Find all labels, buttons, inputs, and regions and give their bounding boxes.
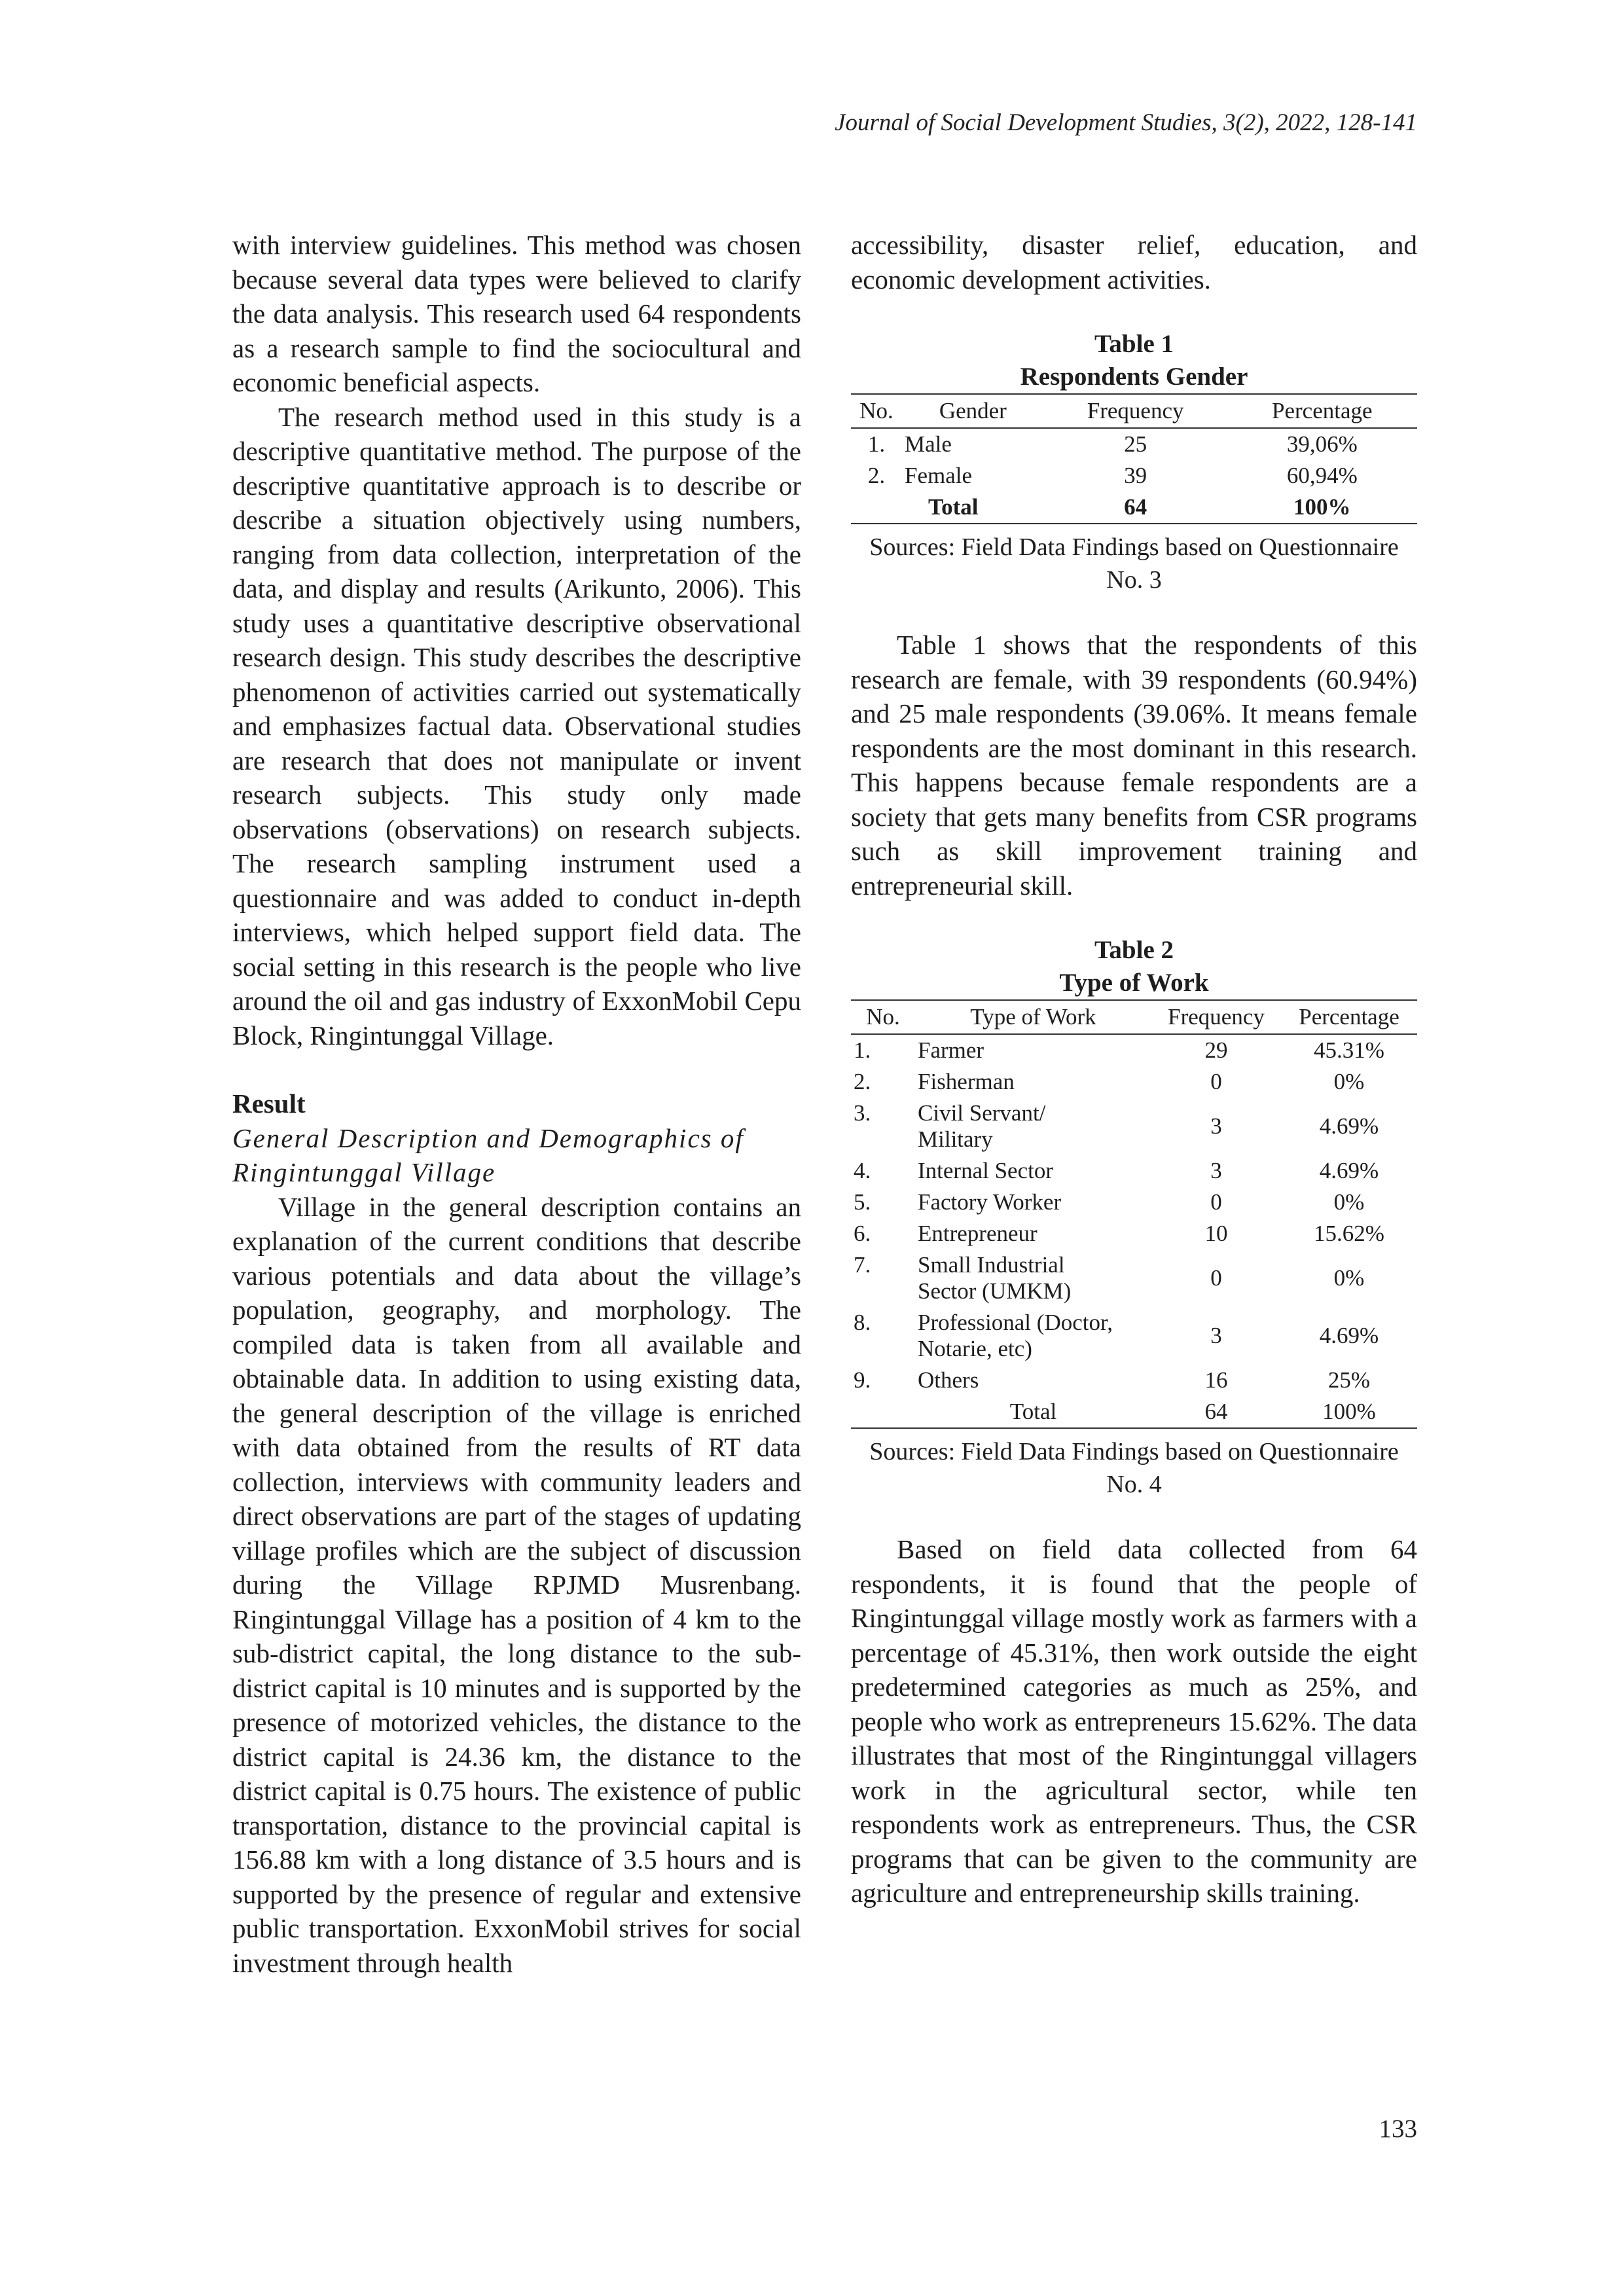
column-header: Percentage	[1281, 1000, 1417, 1034]
column-header: Frequency	[1151, 1000, 1281, 1034]
journal-header: Journal of Social Development Studies, 3(2), 2022, 128-141	[835, 109, 1417, 136]
paragraph: Village in the general description contains an explanation of the current conditions that describe various potentials and data about the village’s population, geography, and morphology. The compiled data is taken from all available and obtainable data. In addition to using existing data, the general description of the village is enriched with data obtained from the results of RT data collection, interviews with community leaders and direct observations are part of the stages of updating village profiles which are the subject of discussion during the Village RPJMD Musrenbang. Ringintunggal Village has a position of 4 km to the sub-district capital, the long distance to the sub-district capital is 10 minutes and is supported by the presence of motorized vehicles, the distance to the district capital is 24.36 km, the distance to the district capital is 0.75 hours. The existence of public transportation, distance to the provincial capital is 156.88 km with a long distance of 3.5 hours and is supported by the presence of regular and extensive public transportation. ExxonMobil strives for social investment through health	[232, 1191, 801, 1978]
column-header: No.	[851, 394, 902, 428]
section-heading: Result	[232, 1088, 306, 1119]
column-header: Gender	[902, 394, 1044, 428]
page-number: 133	[1379, 2115, 1417, 2143]
column-header: Type of Work	[915, 1000, 1151, 1034]
table-row: 2. Female 39 60,94%	[867, 463, 1358, 488]
paragraph: with interview guidelines. This method was chosen because several data types were believed to clarify the data analysis. This research used 64 respondents as a research sample to find the sociocultural and economic beneficial aspects.	[232, 230, 801, 397]
column-header: Percentage	[1227, 394, 1417, 428]
left-column	[232, 228, 801, 1980]
column-header: No.	[851, 1000, 915, 1034]
table-total-row: Total 64 100%	[851, 1396, 1417, 1428]
paragraph: Based on field data collected from 64 respondents, it is found that the people of Ringintunggal village mostly work as farmers with a percentage of 45.31%, then work outside the eight predetermined categories as much as 25%, and people who work as entrepreneurs 15.62%. The data illustrates that most of the Ringintunggal villagers work in the agricultural sector, while ten respondents work as entrepreneurs. Thus, the CSR programs that can be given to the community are agriculture and entrepreneurship skills training.	[851, 1534, 1417, 1908]
table-row: 2. Fisherman 0 0%	[854, 1069, 1365, 1094]
paragraph: The research method used in this study is a descriptive quantitative method. The purpose of the descriptive quantitative approach is to describe or describe a situation objectively using numbers, ranging from data collection, interpretation of the data, and display and results (Arikunto, 2006). This study uses a quantitative descriptive observational research design. This study describes the descriptive phenomenon of activities carried out systematically and emphasizes factual data. Observational studies are research that does not manipulate or invent research subjects. This study only made observations (observations) on research subjects. The research sampling instrument used a questionnaire and was added to conduct in-depth interviews, which helped support field data. The social setting in this research is the people who live around the oil and gas industry of ExxonMobil Cepu Block, Ringintunggal Village.	[232, 401, 801, 1050]
table-type-of-work	[851, 999, 1417, 1429]
table-row: 1. Male 25 39,06%	[867, 431, 1358, 457]
table-row: 4. Internal Sector 3 4.69%	[854, 1158, 1379, 1183]
table-row: 6. Entrepreneur 10 15.62%	[854, 1221, 1384, 1246]
column-header: Frequency	[1044, 394, 1227, 428]
table-row: 3. Civil Servant/ Military 3 4.69%	[854, 1100, 1379, 1152]
table-gender	[851, 393, 1417, 524]
paragraph: accessibility, disaster relief, education, and economic development activities.	[851, 230, 1417, 295]
table-total-row: Total 64 100%	[851, 492, 1417, 524]
subsection-heading: General Description and Demographics of Ringintunggal Village	[232, 1122, 744, 1187]
table-row: 8. Professional (Doctor, Notarie, etc) 3 4.69%	[854, 1310, 1379, 1361]
paragraph: Table 1 shows that the respondents of this research are female, with 39 respondents (60.94%) and 25 male respondents (39.06%. It means female respondents are the most dominant in this research. This happens because female respondents are a society that gets many benefits from CSR programs such as skill improvement training and entrepreneurial skill.	[851, 630, 1417, 901]
table-title: Table 1	[1094, 330, 1174, 358]
table-row: 9. Others 16 25%	[854, 1367, 1371, 1393]
table-title: Table 2	[1094, 936, 1174, 964]
right-column	[851, 228, 1417, 1910]
table-subtitle: Respondents Gender	[1020, 363, 1248, 391]
table-source: Sources: Field Data Findings based on Questionnaire No. 4	[869, 1438, 1399, 1498]
table-row: 1. Farmer 29 45.31%	[854, 1037, 1384, 1063]
table-row: 7. Small Industrial Sector (UMKM) 0 0%	[854, 1252, 1365, 1304]
table-row: 5. Factory Worker 0 0%	[854, 1189, 1365, 1215]
table-subtitle: Type of Work	[1059, 969, 1209, 997]
table-source: Sources: Field Data Findings based on Questionnaire No. 3	[869, 533, 1399, 594]
